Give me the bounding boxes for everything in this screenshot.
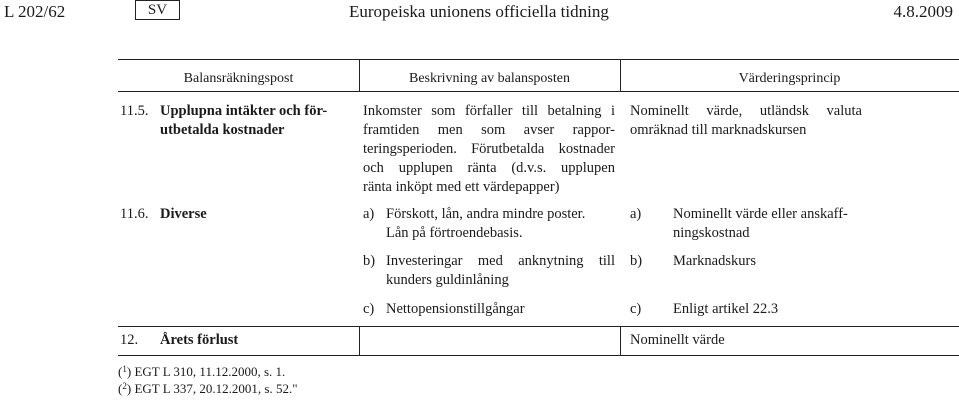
valuation-line: ningskostnad — [673, 225, 750, 241]
description-line: Förskott, lån, andra mindre poster. — [386, 206, 586, 222]
item-description — [386, 252, 615, 290]
item-valuation: Marknadskurs — [673, 253, 756, 269]
item-valuation-letter: a) — [630, 206, 642, 222]
item-letter: c) — [363, 301, 375, 317]
column-header-post: Balansräkningspost — [183, 71, 294, 86]
row-number: 11.5. — [120, 103, 149, 119]
column-header-description: Beskrivning av balansposten — [409, 71, 570, 86]
valuation-line: omräknad till marknadskursen — [630, 122, 807, 138]
valuation-line: Nominellt värde, utländsk valuta — [630, 103, 862, 119]
table-top-rule — [118, 59, 959, 60]
description-line: framtiden men som avser rappor- — [363, 122, 615, 138]
journal-title: Europeiska unionens officiella tidning — [349, 2, 609, 21]
journal-reference: L 202/62 — [4, 2, 66, 21]
valuation-line: Nominellt värde eller anskaff- — [673, 206, 848, 222]
row-post-title: Årets förlust — [160, 332, 239, 348]
row-number: 11.6. — [120, 206, 149, 222]
row-12-bottom-rule — [118, 355, 959, 356]
item-letter: b) — [363, 253, 376, 269]
row-post-title: Diverse — [160, 206, 207, 222]
row-valuation: Nominellt värde — [630, 332, 725, 348]
footnote: ($^1$) EGT L 310, 11.12.2000, s. 1. — [118, 364, 286, 379]
description-line: ränta inköpt med ett värdepapper) — [363, 179, 560, 195]
description-line: Lån på förtroendebasis. — [386, 225, 523, 241]
publication-date: 4.8.2009 — [893, 2, 953, 21]
language-badge: SV — [135, 0, 180, 20]
item-description — [386, 205, 615, 243]
row-12-divider-2 — [620, 326, 621, 355]
row-12-divider-1 — [359, 326, 360, 355]
item-valuation-letter: c) — [630, 301, 642, 317]
column-header-valuation: Värderingsprincip — [738, 71, 841, 86]
header-bottom-rule — [118, 91, 959, 92]
row-post-title: Upplupna intäkter och för- — [160, 103, 328, 119]
row-number: 12. — [120, 332, 139, 348]
item-valuation — [673, 205, 863, 243]
description-line: Investeringar med anknytning till — [386, 253, 615, 269]
footnote-text: EGT L 337, 20.12.2001, s. 52." — [134, 381, 298, 396]
description-line: och upplupen ränta (d.v.s. upplupen — [363, 160, 615, 176]
item-valuation: Enligt artikel 22.3 — [673, 301, 779, 317]
row-description — [363, 102, 615, 197]
item-letter: a) — [363, 206, 375, 222]
description-line: kunders guldinlåning — [386, 272, 509, 288]
row-post-title-continued: utbetalda kostnader — [160, 122, 285, 138]
footnote-text: EGT L 310, 11.12.2000, s. 1. — [134, 364, 286, 379]
item-description: Nettopensionstillgångar — [386, 301, 525, 317]
description-line: teringsperioden. Förutbetalda kostnader — [363, 141, 615, 157]
description-line: Inkomster som förfaller till betalning i — [363, 103, 615, 119]
row-12-top-rule — [118, 326, 959, 327]
item-valuation-letter: b) — [630, 253, 643, 269]
footnote: ($^2$) EGT L 337, 20.12.2001, s. 52." — [118, 381, 298, 396]
row-valuation — [630, 102, 862, 140]
